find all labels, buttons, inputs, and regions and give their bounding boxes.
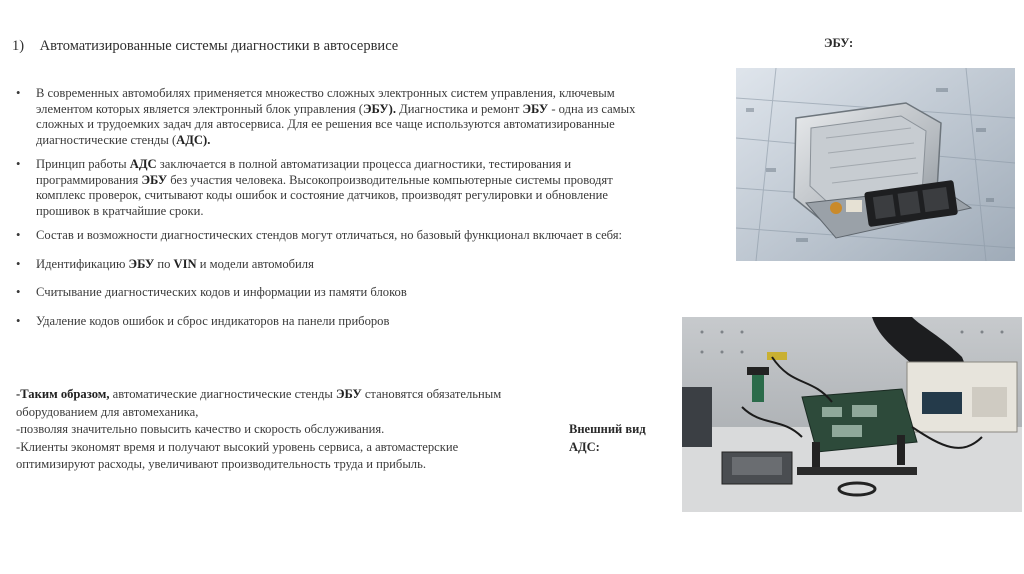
bold-text: -Таким образом,: [16, 387, 110, 401]
heading-title: Автоматизированные системы диагностики в автосервисе: [39, 38, 399, 54]
text-segment: В современных автомобилях применяется множество сложных электронных систем управления, ключевым элементом которых является электронный блок управления (: [36, 86, 615, 116]
text-segment: Принцип работы: [36, 157, 130, 171]
bold-text: ЭБУ: [128, 256, 155, 271]
text-segment: Состав и возможности диагностических стендов могут отличаться, но базовый функционал включает в себя:: [36, 228, 623, 242]
bold-text: ЭБУ).: [362, 101, 396, 116]
text-segment: - одна из самых сложных и трудоемких задач для автосервиса. Для ее решения все чаще используются автоматизированные диагностические стенды (: [36, 101, 636, 147]
text-segment: автоматические диагностические стенды: [109, 387, 337, 401]
bullet-list: [14, 86, 644, 338]
heading-number: 1): [12, 38, 25, 54]
bold-text: VIN: [173, 256, 197, 271]
bullet-item: [14, 314, 644, 330]
bold-text: ЭБУ: [141, 172, 168, 187]
summary-line: [16, 386, 516, 421]
text-segment: становятся обязательным оборудованием для автомеханика,: [16, 387, 502, 419]
text-segment: Диагностика и ремонт: [395, 101, 523, 116]
bullet-item: [14, 285, 644, 301]
text-segment: -Клиенты экономят время и получают высокий уровень сервиса, а автомастерские оптимизируют расходы, увеличивают производительность труда и прибыль.: [16, 439, 459, 471]
summary-line: [16, 421, 516, 439]
bullet-item: [14, 257, 644, 273]
ads-label: Внешний вид АДС:: [569, 422, 646, 454]
bold-text: ЭБУ: [522, 101, 549, 116]
text-segment: заключается в полной автоматизации процесса диагностики, тестирования и программирования: [36, 157, 572, 187]
ads-photo: [682, 317, 1022, 512]
bullet-item: [14, 228, 644, 244]
text-segment: -позволяя значительно повысить качество и скорость обслуживания.: [16, 422, 385, 436]
text-segment: Удаление кодов ошибок и сброс индикаторов на панели приборов: [36, 313, 390, 328]
text-segment: и модели автомобиля: [196, 256, 314, 271]
text-segment: Идентификацию: [36, 256, 129, 271]
bold-text: ЭБУ: [336, 387, 362, 401]
bold-text: АДС: [129, 157, 157, 171]
slide-heading: [12, 38, 398, 55]
summary-line: [16, 439, 516, 474]
bullet-item: [14, 86, 644, 148]
bold-text: АДС).: [176, 132, 211, 147]
bullet-item: [14, 157, 644, 219]
text-segment: без участия человека. Высокопроизводительные компьютерные системы проводят комплекс проверок, считывают коды ошибок и состояние датчиков, производят регулировки и обновление прошивок в кратчайшие сроки.: [36, 172, 613, 218]
text-segment: по: [154, 256, 174, 271]
text-segment: Считывание диагностических кодов и информации из памяти блоков: [36, 285, 407, 299]
summary-block: [16, 386, 516, 474]
ebu-photo: [736, 68, 1015, 261]
ebu-label: ЭБУ:: [824, 36, 854, 50]
